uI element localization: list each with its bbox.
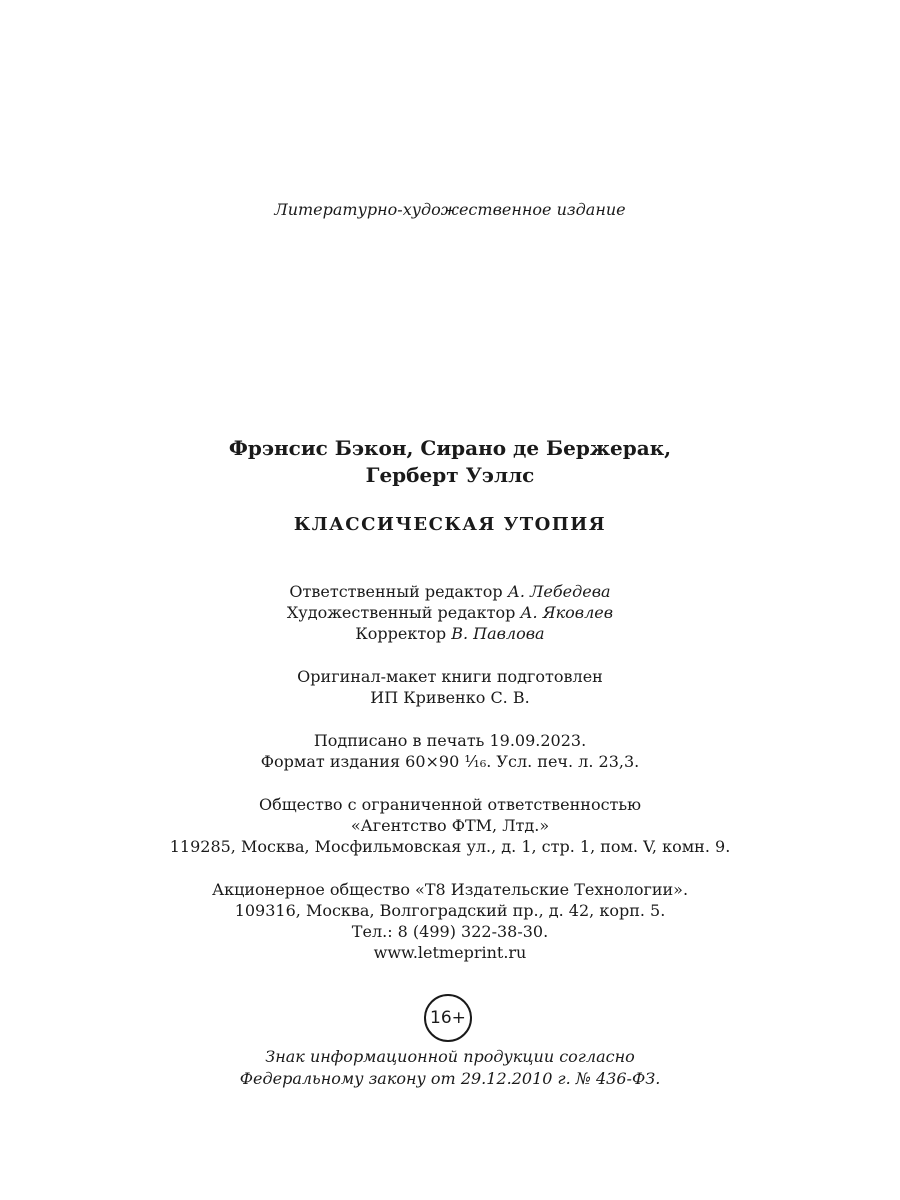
printer-phone: Тел.: 8 (499) 322-38-30. xyxy=(351,922,549,941)
age-notice-line-1: Знак информационной продукции согласно xyxy=(265,1047,635,1066)
print-format: Формат издания 60×90 ¹⁄₁₆. Усл. печ. л. 23,3. xyxy=(260,752,640,771)
print-date: Подписано в печать 19.09.2023. xyxy=(313,731,587,750)
layout-credit-line-2: ИП Кривенко С. В. xyxy=(370,688,530,707)
age-notice-line-2: Федеральному закону от 29.12.2010 г. № 436-ФЗ. xyxy=(239,1069,661,1088)
book-title: КЛАССИЧЕСКАЯ УТОПИЯ xyxy=(293,514,607,535)
managing-editor-name: А. Лебедева xyxy=(507,582,611,601)
authors-line-2: Герберт Уэллс xyxy=(365,463,535,487)
publisher-address: 119285, Москва, Мосфильмовская ул., д. 1, стр. 1, пом. V, комн. 9. xyxy=(169,837,731,856)
age-rating-badge: 16+ xyxy=(424,994,472,1042)
managing-editor-credit xyxy=(0,581,900,602)
printer-website: www.letmeprint.ru xyxy=(373,943,527,962)
proofreader-role: Корректор xyxy=(355,624,447,643)
printer-line-1: Акционерное общество «Т8 Издательские Технологии». xyxy=(211,880,689,899)
proofreader-credit xyxy=(0,623,900,644)
art-editor-name: А. Яковлев xyxy=(520,603,614,622)
proofreader-name: В. Павлова xyxy=(451,624,545,643)
managing-editor-role: Ответственный редактор xyxy=(289,582,503,601)
printer-address: 109316, Москва, Волгоградский пр., д. 42, корп. 5. xyxy=(234,901,666,920)
layout-credit-line-1: Оригинал-макет книги подготовлен xyxy=(297,667,603,686)
publisher-line-2: «Агентство ФТМ, Лтд.» xyxy=(350,816,550,835)
art-editor-credit xyxy=(0,602,900,623)
genre-label: Литературно-художественное издание xyxy=(274,200,626,219)
art-editor-role: Художественный редактор xyxy=(286,603,516,622)
publisher-line-1: Общество с ограниченной ответственностью xyxy=(258,795,642,814)
authors-line-1: Фрэнсис Бэкон, Сирано де Бержерак, xyxy=(228,436,672,460)
